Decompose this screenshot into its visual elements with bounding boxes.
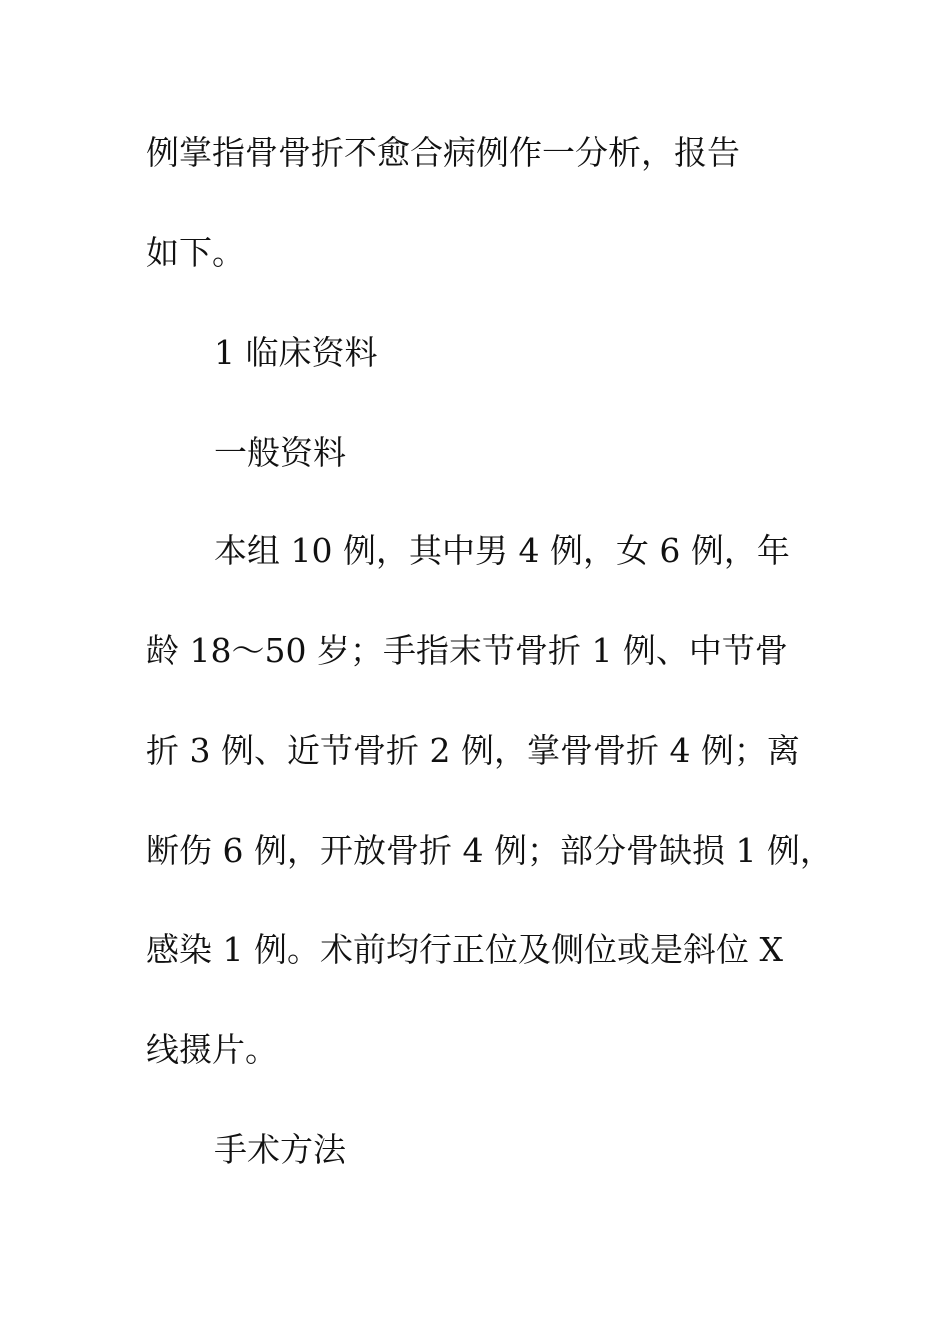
section-heading: 1 临床资料 (214, 333, 378, 372)
paragraph-line: 例掌指骨骨折不愈合病例作一分析，报告 (146, 133, 740, 172)
paragraph-line: 线摄片。 (146, 1030, 278, 1069)
subsection-heading: 手术方法 (214, 1130, 346, 1169)
paragraph-line: 断伤 6 例，开放骨折 4 例；部分骨缺损 1 例， (146, 831, 833, 870)
paragraph-line: 本组 10 例，其中男 4 例，女 6 例，年 (214, 531, 790, 570)
subsection-heading: 一般资料 (214, 433, 346, 472)
paragraph-line: 感染 1 例。术前均行正位及侧位或是斜位 X (146, 930, 783, 969)
paragraph-line: 龄 18～50 岁；手指末节骨折 1 例、中节骨 (146, 631, 788, 670)
paragraph-line: 如下。 (146, 233, 245, 272)
paragraph-line: 折 3 例、近节骨折 2 例，掌骨骨折 4 例；离 (146, 731, 800, 770)
